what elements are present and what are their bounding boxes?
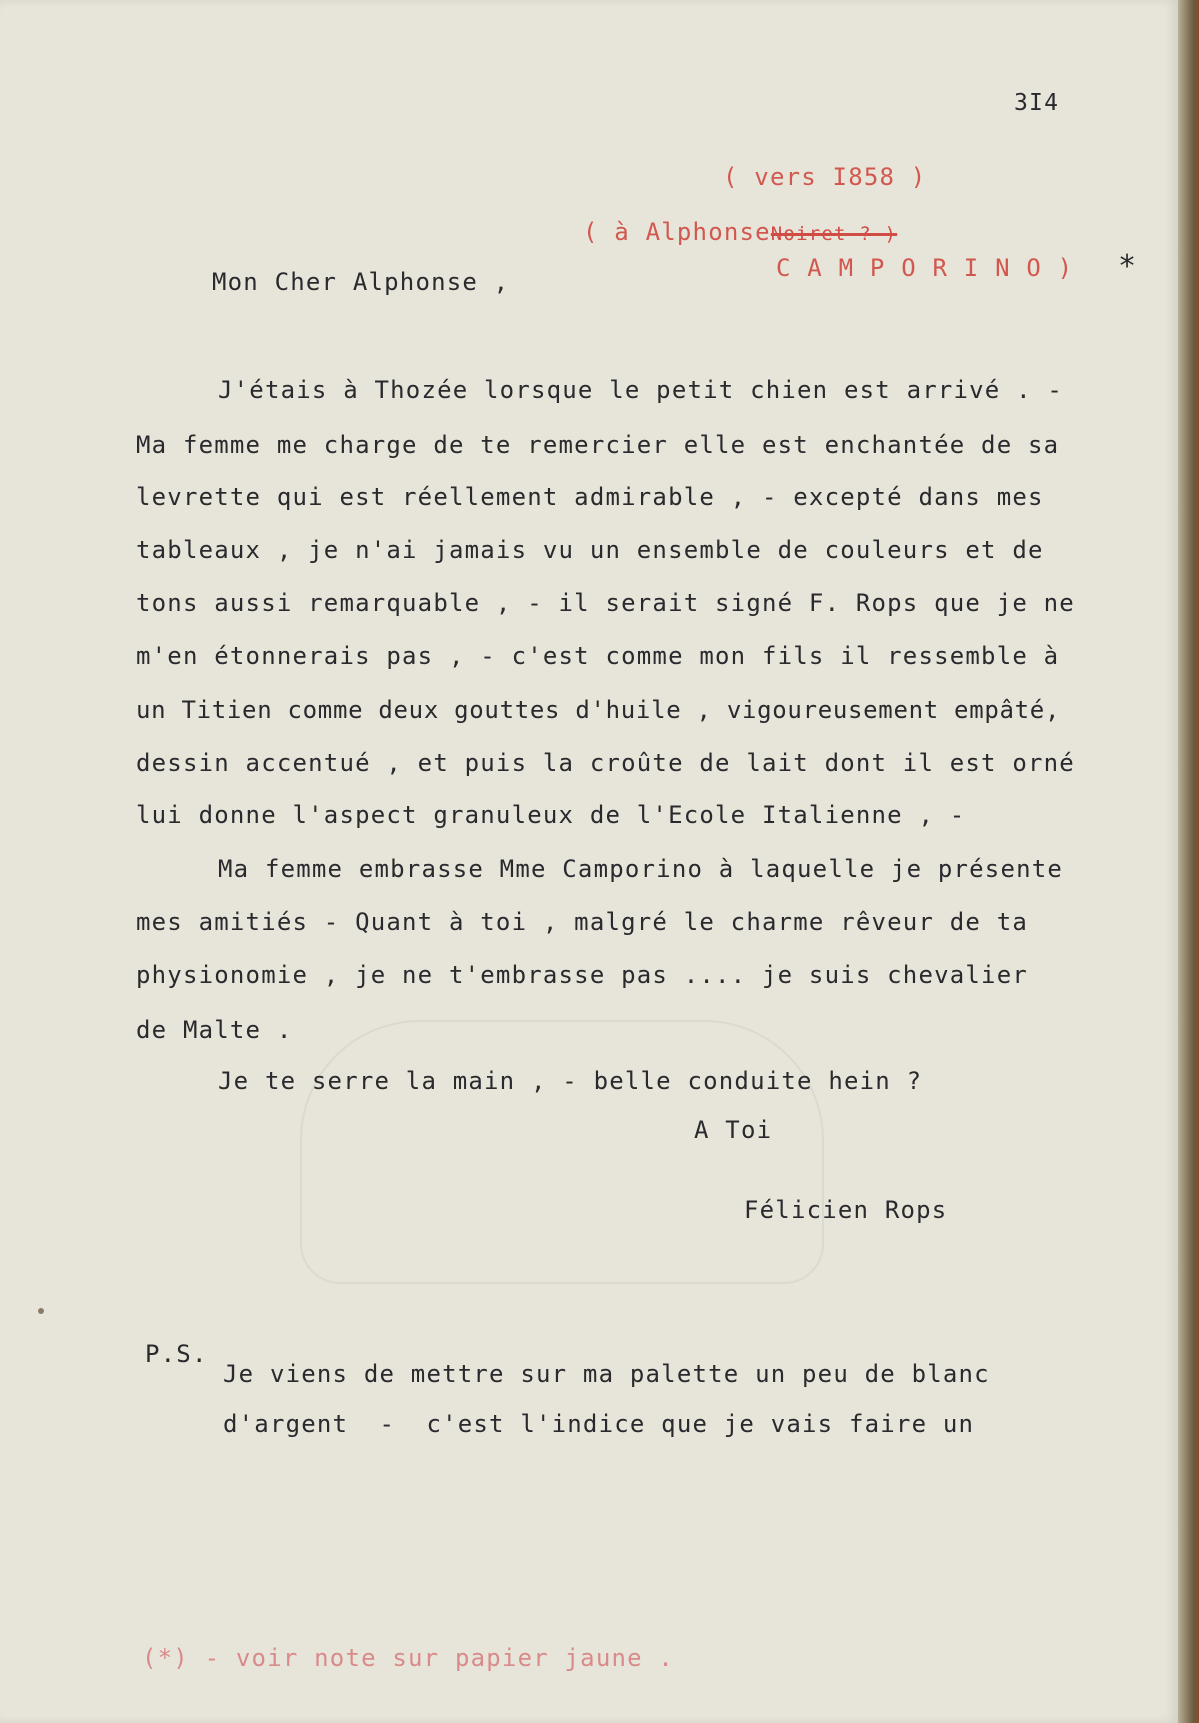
body-line-11: mes amitiés - Quant à toi , malgré le charme rêveur de ta bbox=[136, 908, 1029, 936]
closing: A Toi bbox=[694, 1116, 773, 1144]
recipient-prefix: ( à Alphonse bbox=[583, 218, 771, 246]
salutation: Mon Cher Alphonse , bbox=[212, 268, 510, 296]
recipient-correction: C A M P O R I N O ) bbox=[776, 254, 1074, 282]
ps-line-1: Je viens de mettre sur ma palette un peu de blanc bbox=[223, 1360, 990, 1388]
ps-label: P.S. bbox=[145, 1340, 208, 1368]
footnote: (*) - voir note sur papier jaune . bbox=[142, 1644, 675, 1672]
body-line-12: physionomie , je ne t'embrasse pas .... je suis chevalier bbox=[136, 961, 1029, 989]
book-spine-edge bbox=[1178, 0, 1199, 1723]
body-line-4: tableaux , je n'ai jamais vu un ensemble de couleurs et de bbox=[136, 536, 1044, 564]
show-through-sketch bbox=[300, 1020, 824, 1284]
body-line-5: tons aussi remarquable , - il serait signé F. Rops que je ne bbox=[136, 589, 1075, 617]
body-line-1: J'étais à Thozée lorsque le petit chien est arrivé . - bbox=[218, 376, 1064, 404]
signature: Félicien Rops bbox=[744, 1196, 948, 1224]
paper-speck bbox=[38, 1308, 44, 1314]
body-line-2: Ma femme me charge de te remercier elle est enchantée de sa bbox=[136, 431, 1060, 459]
date-note: ( vers I858 ) bbox=[723, 163, 927, 191]
ps-line-2: d'argent - c'est l'indice que je vais faire un bbox=[223, 1410, 975, 1438]
page-number: 3I4 bbox=[1014, 90, 1060, 116]
body-line-9: lui donne l'aspect granuleux de l'Ecole Italienne , - bbox=[136, 801, 966, 829]
body-line-10: Ma femme embrasse Mme Camporino à laquelle je présente bbox=[218, 855, 1064, 883]
body-line-3: levrette qui est réellement admirable , - excepté dans mes bbox=[136, 483, 1044, 511]
body-line-13: de Malte . bbox=[136, 1016, 293, 1044]
body-line-8: dessin accentué , et puis la croûte de lait dont il est orné bbox=[136, 749, 1075, 777]
recipient-struck: Noiret ? ) bbox=[770, 223, 898, 245]
body-line-7: un Titien comme deux gouttes d'huile , vigoureusement empâté, bbox=[136, 696, 1061, 724]
asterisk-mark: * bbox=[1118, 249, 1138, 284]
body-line-6: m'en étonnerais pas , - c'est comme mon fils il ressemble à bbox=[136, 642, 1060, 670]
body-line-14: Je te serre la main , - belle conduite hein ? bbox=[218, 1067, 923, 1095]
recipient-annotation bbox=[583, 220, 897, 244]
